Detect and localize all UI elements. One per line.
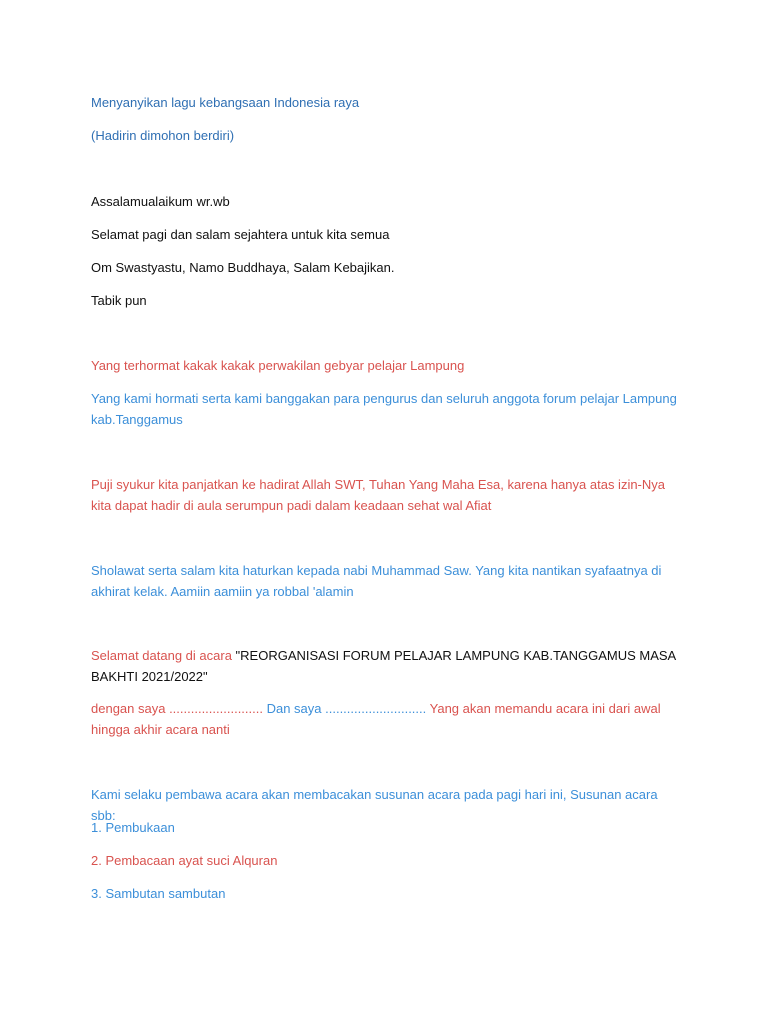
- host-part-1: dengan saya ..........................: [91, 701, 267, 716]
- agenda-item-2: 2. Pembacaan ayat suci Alquran: [91, 853, 278, 868]
- agenda-item-3: 3. Sambutan sambutan: [91, 886, 226, 901]
- event-title: "REORGANISASI FORUM PELAJAR LAMPUNG KAB.TANGGAMUS MASA BAKHTI 2021/2022": [91, 648, 676, 684]
- anthem-line: Menyanyikan lagu kebangsaan Indonesia raya: [91, 95, 360, 110]
- greeting-tabik: Tabik pun: [91, 293, 147, 308]
- welcome-prefix: Selamat datang di acara: [91, 648, 236, 663]
- greeting-salam: Assalamualaikum wr.wb: [91, 194, 230, 209]
- host-paragraph: [91, 698, 681, 740]
- sholawat-paragraph: Sholawat serta salam kita haturkan kepada nabi Muhammad Saw. Yang kita nantikan syafaatnya di akhirat kelak. Aamiin aamiin ya robbal 'alamin: [91, 563, 662, 599]
- host-part-2: Dan saya ............................: [266, 701, 430, 716]
- respect-gebyar: Yang terhormat kakak kakak perwakilan gebyar pelajar Lampung: [91, 358, 465, 373]
- greeting-pagi: Selamat pagi dan salam sejahtera untuk kita semua: [91, 227, 390, 242]
- respect-pengurus: Yang kami hormati serta kami banggakan para pengurus dan seluruh anggota forum pelajar Lampung kab.Tanggamus: [91, 391, 677, 427]
- welcome-paragraph: [91, 645, 681, 687]
- gratitude-paragraph: Puji syukur kita panjatkan ke hadirat Allah SWT, Tuhan Yang Maha Esa, karena hanya atas izin-Nya kita dapat hadir di aula serumpun padi dalam keadaan sehat wal Afiat: [91, 477, 666, 513]
- stand-instruction: (Hadirin dimohon berdiri): [91, 128, 235, 143]
- agenda-intro: Kami selaku pembawa acara akan membacakan susunan acara pada pagi hari ini, Susunan acara sbb:: [91, 787, 658, 823]
- agenda-item-1: 1. Pembukaan: [91, 820, 175, 835]
- host-part-3: Yang akan memandu acara ini dari awal hingga akhir acara nanti: [91, 701, 661, 737]
- greeting-interfaith: Om Swastyastu, Namo Buddhaya, Salam Kebajikan.: [91, 260, 395, 275]
